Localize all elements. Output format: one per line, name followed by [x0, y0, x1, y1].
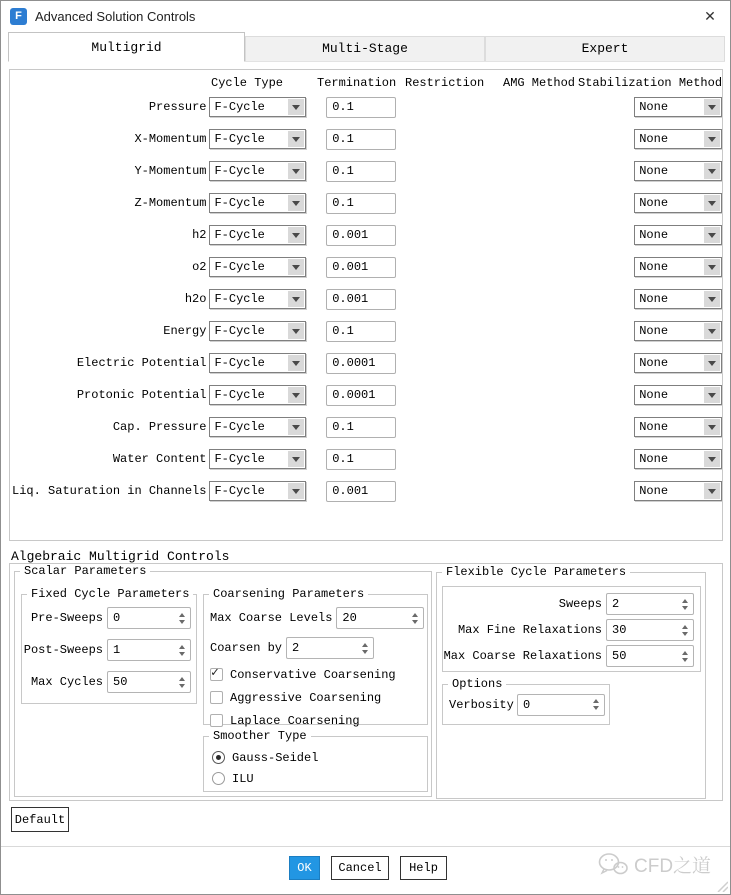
cycle-type-select[interactable] [209, 193, 306, 213]
chevron-down-icon[interactable] [704, 419, 720, 435]
coarsen-by-row [210, 633, 427, 663]
cycle-type-value: F-Cycle [214, 324, 265, 338]
cycle-type-select[interactable] [209, 161, 306, 181]
field-label: Verbosity [449, 697, 514, 712]
group-title: Smoother Type [209, 729, 311, 743]
max-coarse-relaxations-row [443, 643, 700, 669]
cycle-type-select[interactable] [209, 225, 306, 245]
algebraic-multigrid-controls-box [9, 563, 723, 801]
row-water-content [10, 443, 722, 475]
stabilization-value: None [639, 100, 669, 114]
max-coarse-relaxations-spinner[interactable] [606, 645, 694, 667]
tab-expert[interactable]: Expert [485, 36, 725, 61]
row-pressure [10, 91, 722, 123]
chevron-down-icon[interactable] [704, 195, 720, 211]
spinner-arrows-icon[interactable] [677, 595, 692, 613]
field-label: Coarsen by [210, 641, 283, 655]
group-title: Options [448, 677, 506, 691]
column-header-termination: Termination [317, 76, 397, 90]
post-sweeps-spinner[interactable] [107, 639, 191, 661]
spinner-arrows-icon[interactable] [174, 673, 189, 691]
stabilization-value: None [639, 484, 669, 498]
termination-input[interactable] [326, 225, 396, 246]
tab-multigrid[interactable]: Multigrid [8, 32, 245, 62]
cycle-type-value: F-Cycle [214, 452, 265, 466]
termination-input[interactable] [326, 97, 396, 118]
chevron-down-icon[interactable] [288, 259, 304, 275]
spinner-arrows-icon[interactable] [174, 609, 189, 627]
coarsen-by-spinner[interactable] [286, 637, 374, 659]
cycle-type-value: F-Cycle [214, 228, 265, 242]
watermark-text: CFD之道 [634, 856, 712, 877]
equation-label: Cap. Pressure [112, 420, 207, 434]
stabilization-value: None [639, 420, 669, 434]
ok-button[interactable]: OK [289, 856, 320, 880]
post-sweeps-row [22, 634, 196, 666]
group-title: Coarsening Parameters [209, 587, 368, 601]
checkbox-box[interactable] [210, 691, 223, 704]
cycle-type-select[interactable] [209, 417, 306, 437]
max-fine-relaxations-spinner[interactable] [606, 619, 694, 641]
max-cycles-spinner[interactable] [107, 671, 191, 693]
cycle-type-select[interactable] [209, 129, 306, 149]
chevron-down-icon[interactable] [288, 163, 304, 179]
row-cap-pressure [10, 411, 722, 443]
row-h2o [10, 283, 722, 315]
field-label: Max Coarse Levels [210, 611, 333, 625]
checkbox-label: Laplace Coarsening [230, 713, 360, 728]
cycle-type-select[interactable] [209, 289, 306, 309]
cycle-type-value: F-Cycle [214, 356, 265, 370]
chevron-down-icon[interactable] [288, 355, 304, 371]
equation-label: Electric Potential [76, 356, 207, 370]
spinner-arrows-icon[interactable] [174, 641, 189, 659]
cycle-type-value: F-Cycle [214, 484, 265, 498]
field-label: Max Coarse Relaxations [443, 649, 602, 663]
field-label: Max Fine Relaxations [457, 623, 602, 637]
equations-grid-panel [9, 69, 723, 541]
column-header-cycle-type: Cycle Type [211, 76, 284, 90]
stabilization-value: None [639, 356, 669, 370]
equation-label: h2o [184, 292, 207, 306]
cancel-button[interactable]: Cancel [331, 856, 389, 880]
cycle-type-value: F-Cycle [214, 196, 265, 210]
chevron-down-icon[interactable] [704, 323, 720, 339]
termination-input[interactable] [326, 289, 396, 310]
equation-label: Energy [163, 324, 207, 338]
chevron-down-icon[interactable] [704, 163, 720, 179]
stabilization-method-select[interactable] [634, 385, 722, 405]
equation-label: Liq. Saturation in Channels [12, 484, 207, 498]
radio-ilu[interactable] [212, 768, 427, 789]
checkbox-label: Conservative Coarsening [230, 667, 396, 682]
equation-label: X-Momentum [134, 132, 207, 146]
spinner-arrows-icon[interactable] [588, 696, 603, 714]
spinner-value: 30 [612, 623, 627, 637]
chevron-down-icon[interactable] [288, 99, 304, 115]
chevron-down-icon[interactable] [704, 259, 720, 275]
radio-label: Gauss-Seidel [232, 750, 319, 765]
row-liq-saturation [10, 475, 722, 507]
row-z-momentum [10, 187, 722, 219]
stabilization-value: None [639, 228, 669, 242]
algebraic-multigrid-controls-label: Algebraic Multigrid Controls [11, 549, 230, 564]
max-cycles-row [22, 666, 196, 698]
stabilization-method-select[interactable] [634, 257, 722, 277]
row-o2 [10, 251, 722, 283]
field-label: Post-Sweeps [23, 643, 103, 657]
stabilization-value: None [639, 452, 669, 466]
stabilization-method-select[interactable] [634, 417, 722, 437]
stabilization-method-select[interactable] [634, 289, 722, 309]
cycle-type-select[interactable] [209, 353, 306, 373]
equation-rows [10, 91, 722, 507]
fixed-cycle-parameters-group [21, 587, 197, 704]
sweeps-row [443, 591, 700, 617]
chevron-down-icon[interactable] [704, 483, 720, 499]
spinner-arrows-icon[interactable] [677, 621, 692, 639]
watermark [598, 851, 711, 878]
field-label: Max Cycles [30, 675, 103, 689]
sweeps-spinner[interactable] [606, 593, 694, 615]
termination-input[interactable] [326, 257, 396, 278]
help-button[interactable]: Help [400, 856, 447, 880]
chevron-down-icon[interactable] [288, 483, 304, 499]
stabilization-method-select[interactable] [634, 449, 722, 469]
cycle-type-value: F-Cycle [214, 100, 265, 114]
equation-label: Water Content [112, 452, 207, 466]
column-header-amg-method: AMG Method [503, 76, 576, 90]
equation-label: h2 [192, 228, 207, 242]
chevron-down-icon[interactable] [288, 291, 304, 307]
checkbox-box[interactable] [210, 714, 223, 727]
chevron-down-icon[interactable] [704, 99, 720, 115]
cycle-type-value: F-Cycle [214, 420, 265, 434]
chevron-down-icon[interactable] [288, 419, 304, 435]
radio-circle[interactable] [212, 751, 225, 764]
equation-label: Pressure [148, 100, 207, 114]
group-title: Fixed Cycle Parameters [27, 587, 193, 601]
close-icon[interactable]: ✕ [704, 7, 716, 24]
spinner-arrows-icon[interactable] [407, 609, 422, 627]
stabilization-value: None [639, 324, 669, 338]
spinner-arrows-icon[interactable] [677, 647, 692, 665]
group-title: Flexible Cycle Parameters [442, 565, 630, 579]
check-icon: ✓ [211, 665, 219, 680]
chevron-down-icon[interactable] [704, 131, 720, 147]
chevron-down-icon[interactable] [704, 227, 720, 243]
cycle-type-value: F-Cycle [214, 260, 265, 274]
spinner-value: 50 [113, 675, 128, 689]
stabilization-value: None [639, 132, 669, 146]
chevron-down-icon[interactable] [288, 387, 304, 403]
default-button[interactable]: Default [11, 807, 69, 832]
pre-sweeps-spinner[interactable] [107, 607, 191, 629]
radio-gauss-seidel[interactable] [212, 747, 427, 768]
row-x-momentum [10, 123, 722, 155]
flexible-fields-box [442, 586, 701, 672]
termination-input[interactable] [326, 321, 396, 342]
row-y-momentum [10, 155, 722, 187]
stabilization-method-select[interactable] [634, 129, 722, 149]
row-protonic-potential [10, 379, 722, 411]
row-electric-potential [10, 347, 722, 379]
termination-input[interactable] [326, 193, 396, 214]
stabilization-method-select[interactable] [634, 193, 722, 213]
checkbox-box[interactable] [210, 665, 223, 681]
termination-input[interactable] [326, 417, 396, 438]
max-coarse-levels-spinner[interactable] [336, 607, 424, 629]
chevron-down-icon[interactable] [704, 355, 720, 371]
termination-input[interactable] [326, 353, 396, 374]
stabilization-method-select[interactable] [634, 225, 722, 245]
row-h2 [10, 219, 722, 251]
options-group [442, 677, 610, 725]
bottom-separator [1, 846, 730, 847]
stabilization-method-select[interactable] [634, 321, 722, 341]
cycle-type-select[interactable] [209, 449, 306, 469]
row-energy [10, 315, 722, 347]
verbosity-spinner[interactable] [517, 694, 605, 716]
cycle-type-select[interactable] [209, 481, 306, 501]
cycle-type-value: F-Cycle [214, 164, 265, 178]
radio-label: ILU [232, 771, 254, 786]
cycle-type-select[interactable] [209, 385, 306, 405]
equation-label: Z-Momentum [134, 196, 207, 210]
cycle-type-value: F-Cycle [214, 132, 265, 146]
stabilization-method-select[interactable] [634, 97, 722, 117]
spinner-value: 0 [523, 697, 531, 712]
equation-label: Protonic Potential [76, 388, 207, 402]
chevron-down-icon[interactable] [704, 291, 720, 307]
spinner-value: 2 [612, 597, 620, 611]
checkbox-aggressive-coarsening[interactable] [210, 686, 427, 709]
chevron-down-icon[interactable] [288, 195, 304, 211]
stabilization-value: None [639, 260, 669, 274]
tab-multi-stage[interactable]: Multi-Stage [245, 36, 485, 61]
smoother-type-group [203, 729, 428, 792]
field-label: Pre-Sweeps [30, 611, 103, 625]
cycle-type-select[interactable] [209, 321, 306, 341]
termination-input[interactable] [326, 161, 396, 182]
cycle-type-select[interactable] [209, 257, 306, 277]
chevron-down-icon[interactable] [288, 323, 304, 339]
stabilization-value: None [639, 292, 669, 306]
equation-label: o2 [192, 260, 207, 274]
spinner-value: 50 [612, 649, 627, 663]
spinner-value: 2 [292, 641, 300, 655]
spinner-arrows-icon[interactable] [357, 639, 372, 657]
spinner-value: 20 [342, 611, 357, 625]
max-coarse-levels-row [210, 603, 427, 633]
chevron-down-icon[interactable] [704, 387, 720, 403]
title-bar [1, 1, 730, 31]
fluent-app-icon: F [10, 8, 27, 25]
stabilization-value: None [639, 388, 669, 402]
spinner-value: 0 [113, 611, 121, 625]
group-title: Scalar Parameters [20, 564, 150, 578]
pre-sweeps-row [22, 602, 196, 634]
stabilization-method-select[interactable] [634, 353, 722, 373]
equation-label: Y-Momentum [134, 164, 207, 178]
cycle-type-select[interactable] [209, 97, 306, 117]
scalar-parameters-group [14, 564, 432, 797]
column-header-stabilization-method: Stabilization Method [578, 76, 723, 90]
termination-input[interactable] [326, 385, 396, 406]
wechat-icon [598, 852, 628, 878]
termination-input[interactable] [326, 129, 396, 150]
field-label: Sweeps [558, 597, 602, 611]
radio-dot [216, 755, 221, 760]
chevron-down-icon[interactable] [288, 451, 304, 467]
tab-bar [8, 31, 725, 62]
coarsening-parameters-group [203, 587, 428, 728]
cycle-type-value: F-Cycle [214, 388, 265, 402]
max-fine-relaxations-row [443, 617, 700, 643]
chevron-down-icon[interactable] [288, 131, 304, 147]
chevron-down-icon[interactable] [288, 227, 304, 243]
stabilization-value: None [639, 164, 669, 178]
window-title: Advanced Solution Controls [35, 8, 196, 24]
column-header-restriction: Restriction [405, 76, 485, 90]
stabilization-method-select[interactable] [634, 481, 722, 501]
flexible-cycle-parameters-group [436, 565, 706, 799]
cycle-type-value: F-Cycle [214, 292, 265, 306]
chevron-down-icon[interactable] [704, 451, 720, 467]
stabilization-value: None [639, 196, 669, 210]
resize-grip-icon[interactable] [714, 878, 728, 892]
checkbox-conservative-coarsening[interactable] [210, 663, 427, 686]
stabilization-method-select[interactable] [634, 161, 722, 181]
spinner-value: 1 [113, 643, 121, 657]
radio-circle[interactable] [212, 772, 225, 785]
termination-input[interactable] [326, 449, 396, 470]
checkbox-label: Aggressive Coarsening [230, 690, 382, 705]
termination-input[interactable] [326, 481, 396, 502]
